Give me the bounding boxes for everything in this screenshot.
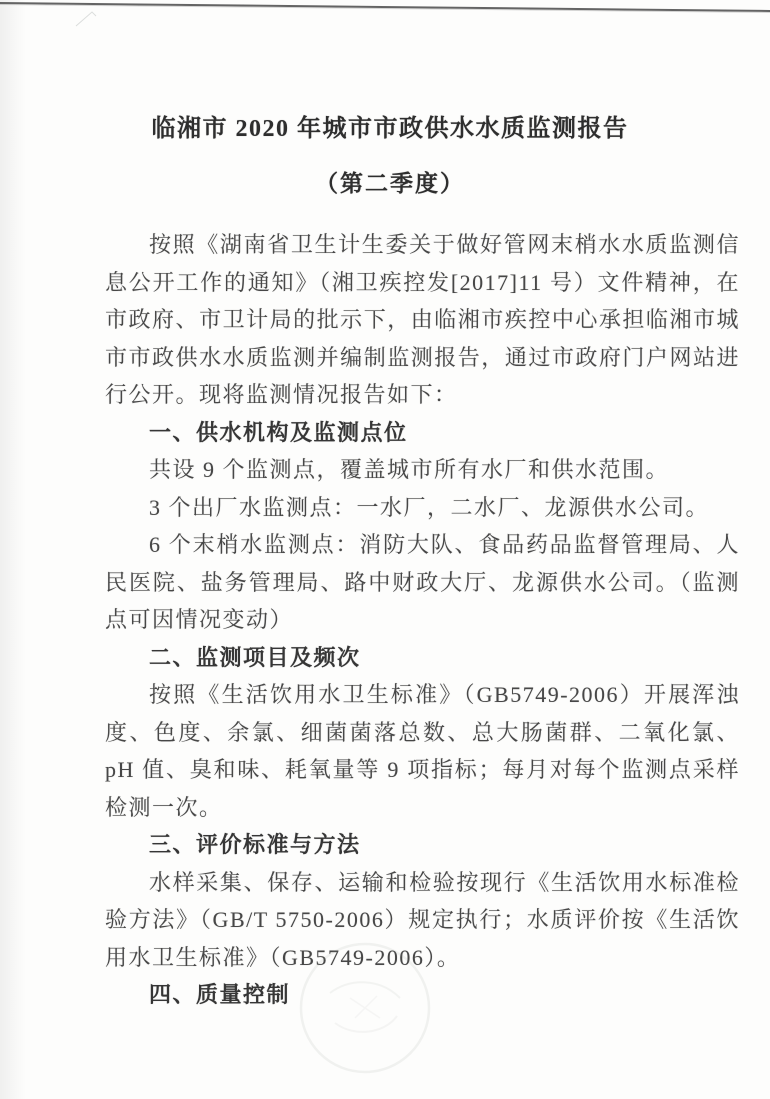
- intro-paragraph: 按照《湖南省卫生计生委关于做好管网末梢水水质监测信息公开工作的通知》（湘卫疾控发[2017]11 号）文件精神，在市政府、市卫计局的批示下，由临湘市疾控中心承担临湘市城市市政供水水质监测并编制监测报告，通过市政府门户网站进行公开。现将监测情况报告如下：: [105, 232, 740, 407]
- paragraph-terminal-points: 6 个末梢水监测点：消防大队、食品药品监督管理局、人民医院、盐务管理局、路中财政大厅、龙源供水公司。（监测点可因情况变动）: [105, 532, 740, 632]
- document-body: [105, 226, 740, 1014]
- paragraph-monitoring-items: 按照《生活饮用水卫生标准》（GB5749-2006）开展浑浊度、色度、余氯、细菌菌落总数、总大肠菌群、二氧化氯、pH 值、臭和味、耗氧量等 9 项指标；每月对每个监测点采样检测一次。: [105, 682, 740, 820]
- section-heading-2: 二、监测项目及频次: [149, 644, 361, 670]
- paragraph-evaluation-method: 水样采集、保存、运输和检验按现行《生活饮用水标准检验方法》（GB/T 5750-2006）规定执行；水质评价按《生活饮用水卫生标准》（GB5749-2006）。: [105, 869, 740, 970]
- paragraph-factory-points: 3 个出厂水监测点：一水厂，二水厂、龙源供水公司。: [149, 494, 710, 520]
- scan-top-edge-line: [0, 0, 770, 18]
- section-heading-3: 三、评价标准与方法: [149, 832, 361, 857]
- scan-scratch-mark: [70, 6, 110, 30]
- document-subtitle: （第二季度）: [315, 171, 465, 196]
- title-block: [105, 112, 675, 200]
- document-content: [105, 112, 740, 1014]
- scan-left-edge-shadow: [0, 0, 26, 1099]
- paragraph-points-total: 共设 9 个监测点，覆盖城市所有水厂和供水范围。: [149, 457, 670, 482]
- section-heading-1: 一、供水机构及监测点位: [149, 419, 408, 445]
- section-heading-4: 四、质量控制: [149, 982, 291, 1007]
- document-title: 临湘市 2020 年城市市政供水水质监测报告: [151, 116, 629, 142]
